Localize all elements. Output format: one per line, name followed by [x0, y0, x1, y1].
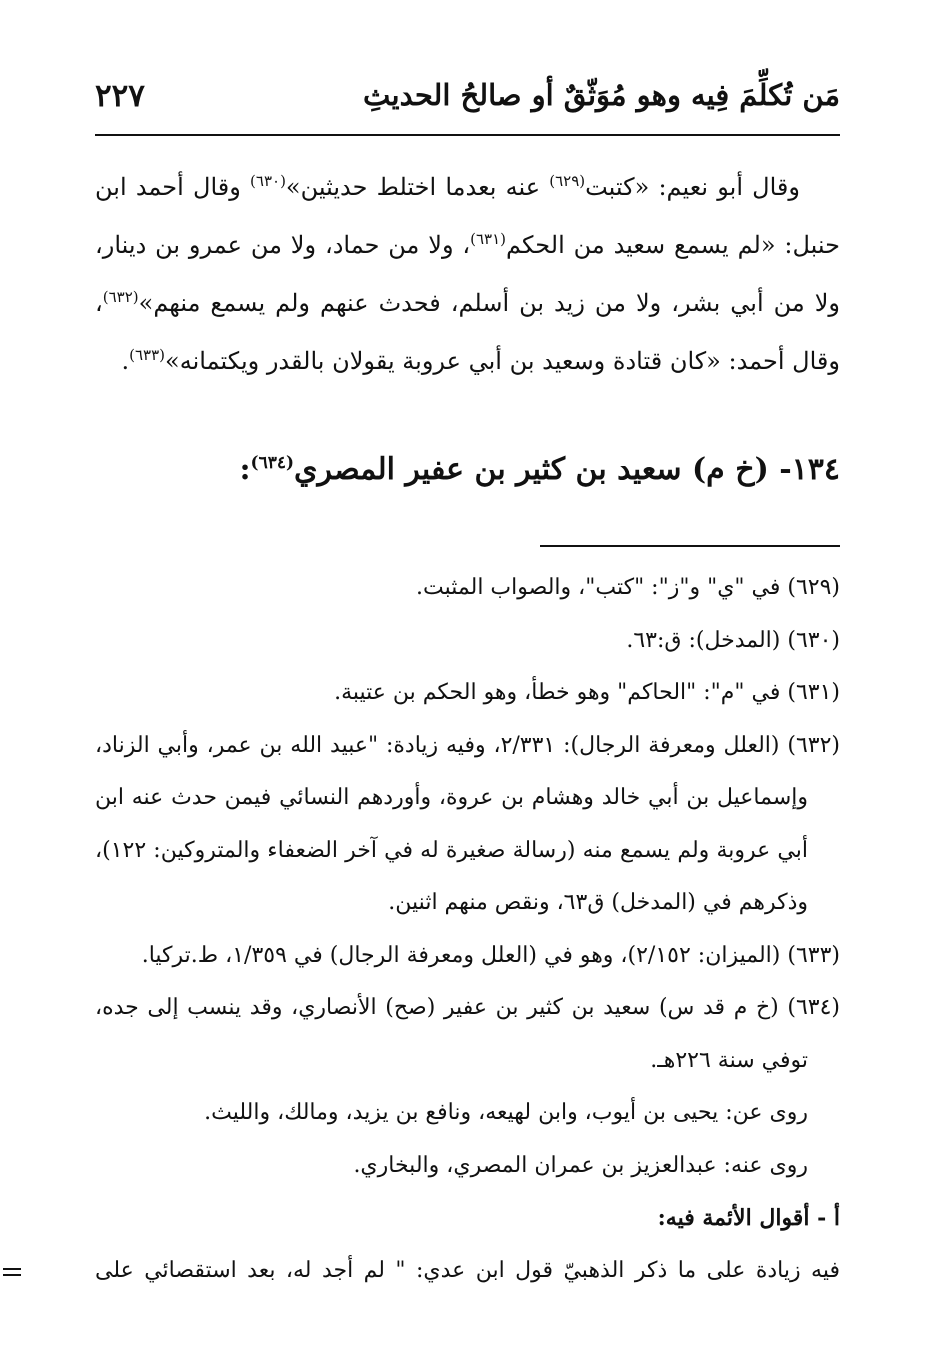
entry-heading: [239, 452, 840, 487]
text-segment: .: [121, 347, 130, 375]
entry-heading-text: ١٣٤- (خ م) سعيد بن كثير بن عفير المصري: [294, 452, 840, 487]
entry-heading-colon: :: [239, 452, 251, 487]
footnote-ref-630: (٦٣٠): [250, 172, 286, 190]
continuation-mark: [3, 1268, 21, 1280]
footnote-divider: [540, 545, 840, 547]
text-segment: وقال أحمد ابن حنبل: «لم يسمع سعيد من الحكم: [95, 173, 840, 259]
footnote-633: (٦٣٣) (الميزان: ٢/١٥٢)، وهو في (العلل ومعرفة الرجال) في ١/٣٥٩، ط.تركيا.: [141, 942, 840, 968]
footnote-631: (٦٣١) في "م": "الحاكم" وهو خطأ، وهو الحكم بن عتيبة.: [334, 680, 840, 705]
imams-statements-heading: أ - أقوال الأئمة فيه:: [657, 1205, 840, 1231]
footnote-630: (٦٣٠) (المدخل): ق:٦٣.: [626, 627, 840, 653]
continued-text-line: فيه زيادة على ما ذكر الذهبيّ قول ابن عدي: " لم أجد له، بعد استقصائي على: [95, 1257, 840, 1283]
header-divider: [95, 134, 840, 136]
footnote-ref-631: (٦٣١): [470, 230, 507, 248]
footnote-632: (٦٣٢) (العلل ومعرفة الرجال): ٢/٣٣١، وفيه زيادة: "عبيد الله بن عمر، وأبي الزناد، وإسماعيل بن أبي خالد وهشام بن عروة، وأوردهم النسائي فيمن حدث عنه ابن أبي عروبة ولم يسمع منه (رسالة صغيرة له في آخر الضعفاء والمتروكين: ١٢٢)، وذكرهم في (المدخل) ق٦٣، ونقص منهم اثنين.: [95, 732, 840, 915]
footnote-ref-633: (٦٣٣): [129, 346, 166, 364]
text-segment: وقال أبو نعيم: «كتبت: [585, 173, 800, 201]
footnote-ref-634: (٦٣٤): [250, 453, 295, 473]
text-segment: ، ولا من حماد، ولا من عمرو بن دينار، ولا من أبي بشر، ولا من زيد بن أسلم، فحدث عنهم ولم يسمع منهم»: [95, 231, 840, 317]
main-paragraph: [95, 158, 840, 390]
document-page: [95, 0, 840, 1367]
footnote-634: (٦٣٤) (خ م قد س) سعيد بن كثير بن عفير (صح) الأنصاري، وقد ينسب إلى جده، توفي سنة ٢٢٦هـ.: [95, 995, 840, 1073]
text-segment: عنه بعدما اختلط حديثين»: [285, 173, 550, 201]
footnote-ref-629: (٦٢٩): [549, 172, 586, 190]
footnote-ref-632: (٦٣٢): [102, 288, 139, 306]
narrated-by-line: روى عنه: عبدالعزيز بن عمران المصري، والبخاري.: [353, 1152, 808, 1178]
text-segment: ، وقال أحمد: «كان قتادة وسعيد بن أبي عروبة يقولان بالقدر ويكتمانه»: [95, 289, 840, 375]
main-text: [95, 158, 840, 390]
page-header: [95, 78, 840, 128]
page-number: ٢٢٧: [95, 78, 145, 114]
narrated-from-line: روى عن: يحيى بن أيوب، وابن لهيعه، ونافع بن يزيد، ومالك، والليث.: [204, 1100, 808, 1125]
running-title: مَن تُكلِّمَ فِيه وهو مُوَثّقٌ أو صالحُ الحديثِ: [363, 78, 840, 112]
footnote-629: (٦٢٩) في "ي" و"ز": "كتب"، والصواب المثبت.: [416, 575, 840, 600]
footnotes-section: [95, 562, 840, 1297]
